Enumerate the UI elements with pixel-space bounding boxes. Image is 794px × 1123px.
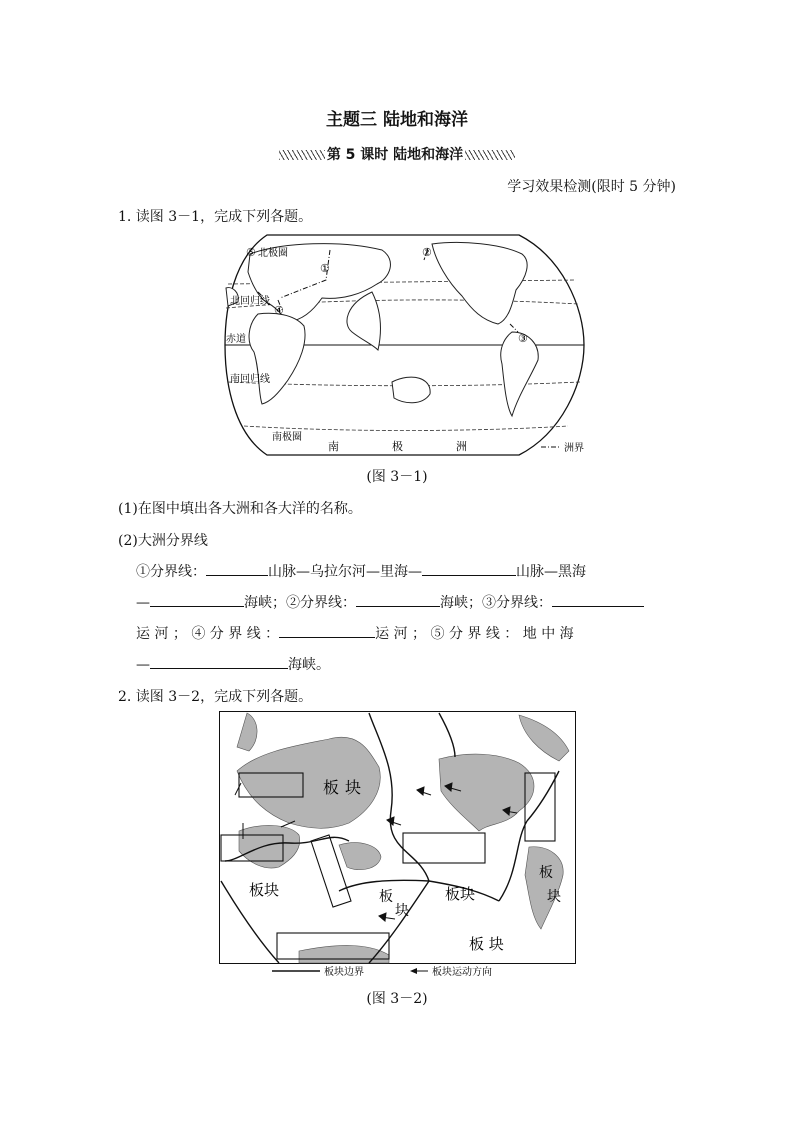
- blank-1b[interactable]: [422, 561, 516, 576]
- marker-5: ⑤: [246, 246, 256, 259]
- marker-1: ①: [320, 262, 330, 275]
- hatch-decoration-left: [279, 150, 325, 160]
- blank-2b[interactable]: [356, 592, 440, 607]
- label-american-plate-1: 板: [539, 865, 553, 881]
- label-antarctica-2: 极: [392, 440, 403, 453]
- legend-plate-boundary: 板块边界: [324, 967, 364, 978]
- label-african-plate: 板块: [249, 881, 280, 899]
- boundary-1-end: 山脉—黑海: [516, 564, 586, 580]
- q1-sub2: (2)大洲分界线: [118, 533, 208, 549]
- question-1-stem: 1. 读图 3－1，完成下列各题。: [118, 209, 313, 225]
- lesson-subtitle: [0, 144, 794, 164]
- label-antarctica-3: 洲: [456, 440, 467, 453]
- continent-boundary-legend: [539, 440, 599, 454]
- blank-3[interactable]: [552, 592, 644, 607]
- boundary-2-dash: —: [136, 595, 150, 611]
- marker-4: ④: [274, 304, 284, 317]
- label-indo-plate-1: 板: [379, 889, 393, 905]
- boundary-line-2: [136, 592, 681, 612]
- boundary-4-text: 运 河 ； ④ 分 界 线 ：: [136, 626, 280, 642]
- page-title: 主题三 陆地和海洋: [326, 110, 468, 130]
- label-equator: 赤道: [226, 334, 246, 345]
- label-eurasian-plate-1: 板: [323, 778, 340, 797]
- boundary-5-text: 运 河 ； ⑤ 分 界 线 ： 地 中 海: [375, 626, 574, 642]
- boundary-line-3: [136, 623, 686, 643]
- label-tropic-of-capricorn: 南回归线: [230, 374, 270, 385]
- boundary-5-end: 海峡。: [288, 657, 330, 673]
- practice-label: 学习效果检测(限时 5 分钟): [507, 179, 676, 195]
- boundary-5-dash: —: [136, 657, 150, 673]
- boundary-2-text: 海峡；②分界线：: [244, 595, 356, 611]
- hatch-decoration-right: [465, 150, 515, 160]
- figure-3-1-caption: (图 3－1): [366, 469, 428, 485]
- boundary-1-prefix: ①分界线：: [136, 564, 206, 580]
- blank-2a[interactable]: [150, 592, 244, 607]
- boundary-3-text: 海峡；③分界线：: [440, 595, 552, 611]
- boundary-1-mid: 山脉—乌拉尔河—里海—: [268, 564, 422, 580]
- plate-map-legend: [270, 964, 530, 978]
- figure-3-2-caption: (图 3－2): [366, 991, 428, 1007]
- question-2-stem: 2. 读图 3－2，完成下列各题。: [118, 689, 313, 705]
- blank-4[interactable]: [279, 623, 375, 638]
- lesson-subtitle-text: 第 5 课时 陆地和海洋: [326, 147, 464, 163]
- legend-plate-motion: 板块运动方向: [432, 967, 492, 978]
- label-antarctica-1: 南: [328, 440, 339, 453]
- label-american-plate-2: 块: [547, 889, 561, 905]
- q1-sub1: (1)在图中填出各大洲和各大洋的名称。: [118, 501, 362, 517]
- boundary-line-4: [136, 654, 330, 674]
- marker-3: ③: [518, 332, 528, 345]
- plate-map-figure: [219, 711, 576, 965]
- label-arctic-circle: 北极圈: [258, 248, 288, 259]
- label-antarctic-plate: 板 块: [469, 935, 504, 953]
- label-pacific-plate: 板块: [445, 885, 476, 903]
- world-map-figure: [222, 232, 597, 458]
- label-tropic-of-cancer: 北回归线: [230, 296, 270, 307]
- blank-5[interactable]: [150, 654, 288, 669]
- label-antarctic-circle: 南极圈: [272, 432, 302, 443]
- legend-continent-boundary: 洲界: [564, 443, 584, 454]
- label-indo-plate-2: 块: [395, 903, 409, 919]
- blank-1a[interactable]: [206, 561, 268, 576]
- label-eurasian-plate-2: 块: [345, 778, 362, 797]
- boundary-line-1: [136, 561, 676, 581]
- marker-2: ②: [422, 246, 432, 259]
